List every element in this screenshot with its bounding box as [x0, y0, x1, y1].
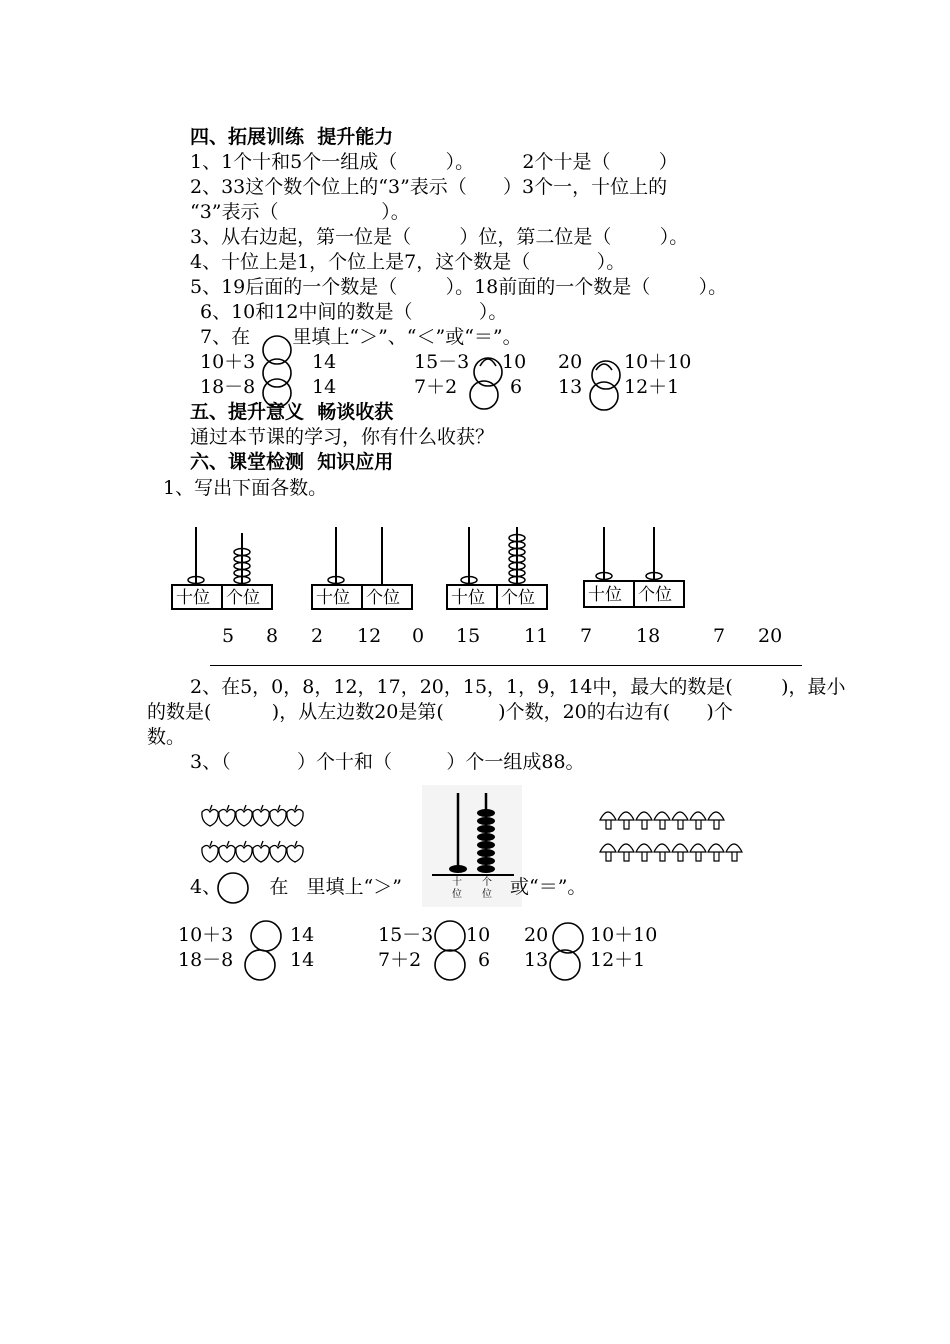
number-item: 12: [357, 625, 382, 647]
abacus-tens-label: 十位: [451, 588, 485, 608]
s6-q2b: 的数是( )，从左边数20是第( )个数，20的右边有( )个: [147, 701, 733, 723]
blank-circle[interactable]: [435, 921, 465, 951]
abacus-tens-label: 十位: [588, 585, 622, 605]
s4-c1b-right: 10: [502, 351, 527, 373]
number-item: 2: [311, 625, 324, 647]
s6-d1c-right: 10＋10: [590, 924, 658, 946]
number-item: 7: [580, 625, 593, 647]
s6-d1c-left: 20: [524, 924, 549, 946]
small-abacus-ones: 个: [482, 877, 492, 888]
small-abacus-tens2: 位: [452, 889, 462, 900]
s4-q3: 3、从右边起，第一位是（ ）位，第二位是（ ）。: [190, 226, 689, 248]
number-item: 8: [266, 625, 279, 647]
number-item: 0: [412, 625, 425, 647]
s4-c1c-left: 20: [558, 351, 583, 373]
s6-d1b-left: 15－3: [378, 924, 434, 946]
section4-heading: 四、拓展训练 提升能力: [190, 126, 394, 148]
s4-q5: 5、19后面的一个数是（ ）。18前面的一个数是（ ）。: [190, 276, 728, 298]
s4-c2b-left: 7＋2: [414, 376, 458, 398]
s5-text: 通过本节课的学习，你有什么收获？: [190, 426, 495, 448]
blank-circle[interactable]: [435, 950, 465, 980]
s6-q4: 4、 在 里填上“＞”: [190, 876, 402, 898]
s4-c1c-right: 10＋10: [624, 351, 692, 373]
s6-q1: 1、写出下面各数。: [163, 477, 328, 499]
s4-q7: 7、在 里填上“＞”、“＜”或“＝”。: [200, 326, 522, 348]
s4-q6: 6、10和12中间的数是（ ）。: [200, 301, 508, 323]
s4-c1-right: 14: [312, 351, 337, 373]
s4-c2c-left: 13: [558, 376, 583, 398]
abacus-tens-label: 十位: [316, 588, 350, 608]
number-item: 11: [524, 625, 549, 647]
s4-c2b-right: 6: [510, 376, 523, 398]
s6-q2c: 数。: [147, 726, 186, 748]
s6-d2c-right: 12＋1: [590, 949, 646, 971]
abacus-ones-label: 个位: [501, 588, 535, 608]
s4-c2-left: 18－8: [200, 376, 256, 398]
blank-circle[interactable]: [218, 873, 248, 903]
abacus-ones-label: 个位: [638, 585, 672, 605]
blank-circle[interactable]: [550, 950, 580, 980]
s6-q4-tail: 或“＝”。: [510, 876, 587, 898]
number-item: 20: [758, 625, 783, 647]
small-abacus-tens: 十: [452, 877, 462, 888]
number-item: 15: [456, 625, 481, 647]
s6-d2b-right: 6: [478, 949, 491, 971]
s6-d1b-right: 10: [466, 924, 491, 946]
number-item: 7: [713, 625, 726, 647]
blank-circle[interactable]: [245, 950, 275, 980]
s4-q4: 4、十位上是1，个位上是7，这个数是（ ）。: [190, 251, 626, 273]
s4-q2b: “3”表示（ ）。: [190, 201, 410, 223]
s6-d2b-left: 7＋2: [378, 949, 422, 971]
abacus-ones-label: 个位: [366, 588, 400, 608]
number-item: 5: [222, 625, 235, 647]
s6-d2-right: 14: [290, 949, 315, 971]
s6-d2-left: 18－8: [178, 949, 234, 971]
s4-q2a: 2、33这个数个位上的“3”表示（ ）3个一，十位上的: [190, 176, 668, 198]
s6-q2a: 2、在5，0，8，12，17，20，15，1，9，14中，最大的数是( )，最小: [190, 676, 846, 698]
s6-q3: 3、（ ）个十和（ ）个一组成88。: [190, 751, 585, 773]
section5-heading: 五、提升意义 畅谈收获: [190, 401, 394, 423]
blank-circle[interactable]: [553, 923, 583, 953]
abacus-tens-label: 十位: [176, 588, 210, 608]
section6-heading: 六、课堂检测 知识应用: [190, 451, 394, 473]
s6-d1-left: 10＋3: [178, 924, 234, 946]
small-abacus-ones2: 位: [482, 889, 492, 900]
s6-d1-right: 14: [290, 924, 315, 946]
s4-c2c-right: 12＋1: [624, 376, 680, 398]
s4-c2-right: 14: [312, 376, 337, 398]
blank-circle[interactable]: [251, 921, 281, 951]
number-item: 18: [636, 625, 661, 647]
s6-d2c-left: 13: [524, 949, 549, 971]
s4-c1b-left: 15－3: [414, 351, 470, 373]
abacus-ones-label: 个位: [226, 588, 260, 608]
s4-c1-left: 10＋3: [200, 351, 256, 373]
s4-q1: 1、1个十和5个一组成（ ）。 2个十是（ ）: [190, 151, 678, 173]
